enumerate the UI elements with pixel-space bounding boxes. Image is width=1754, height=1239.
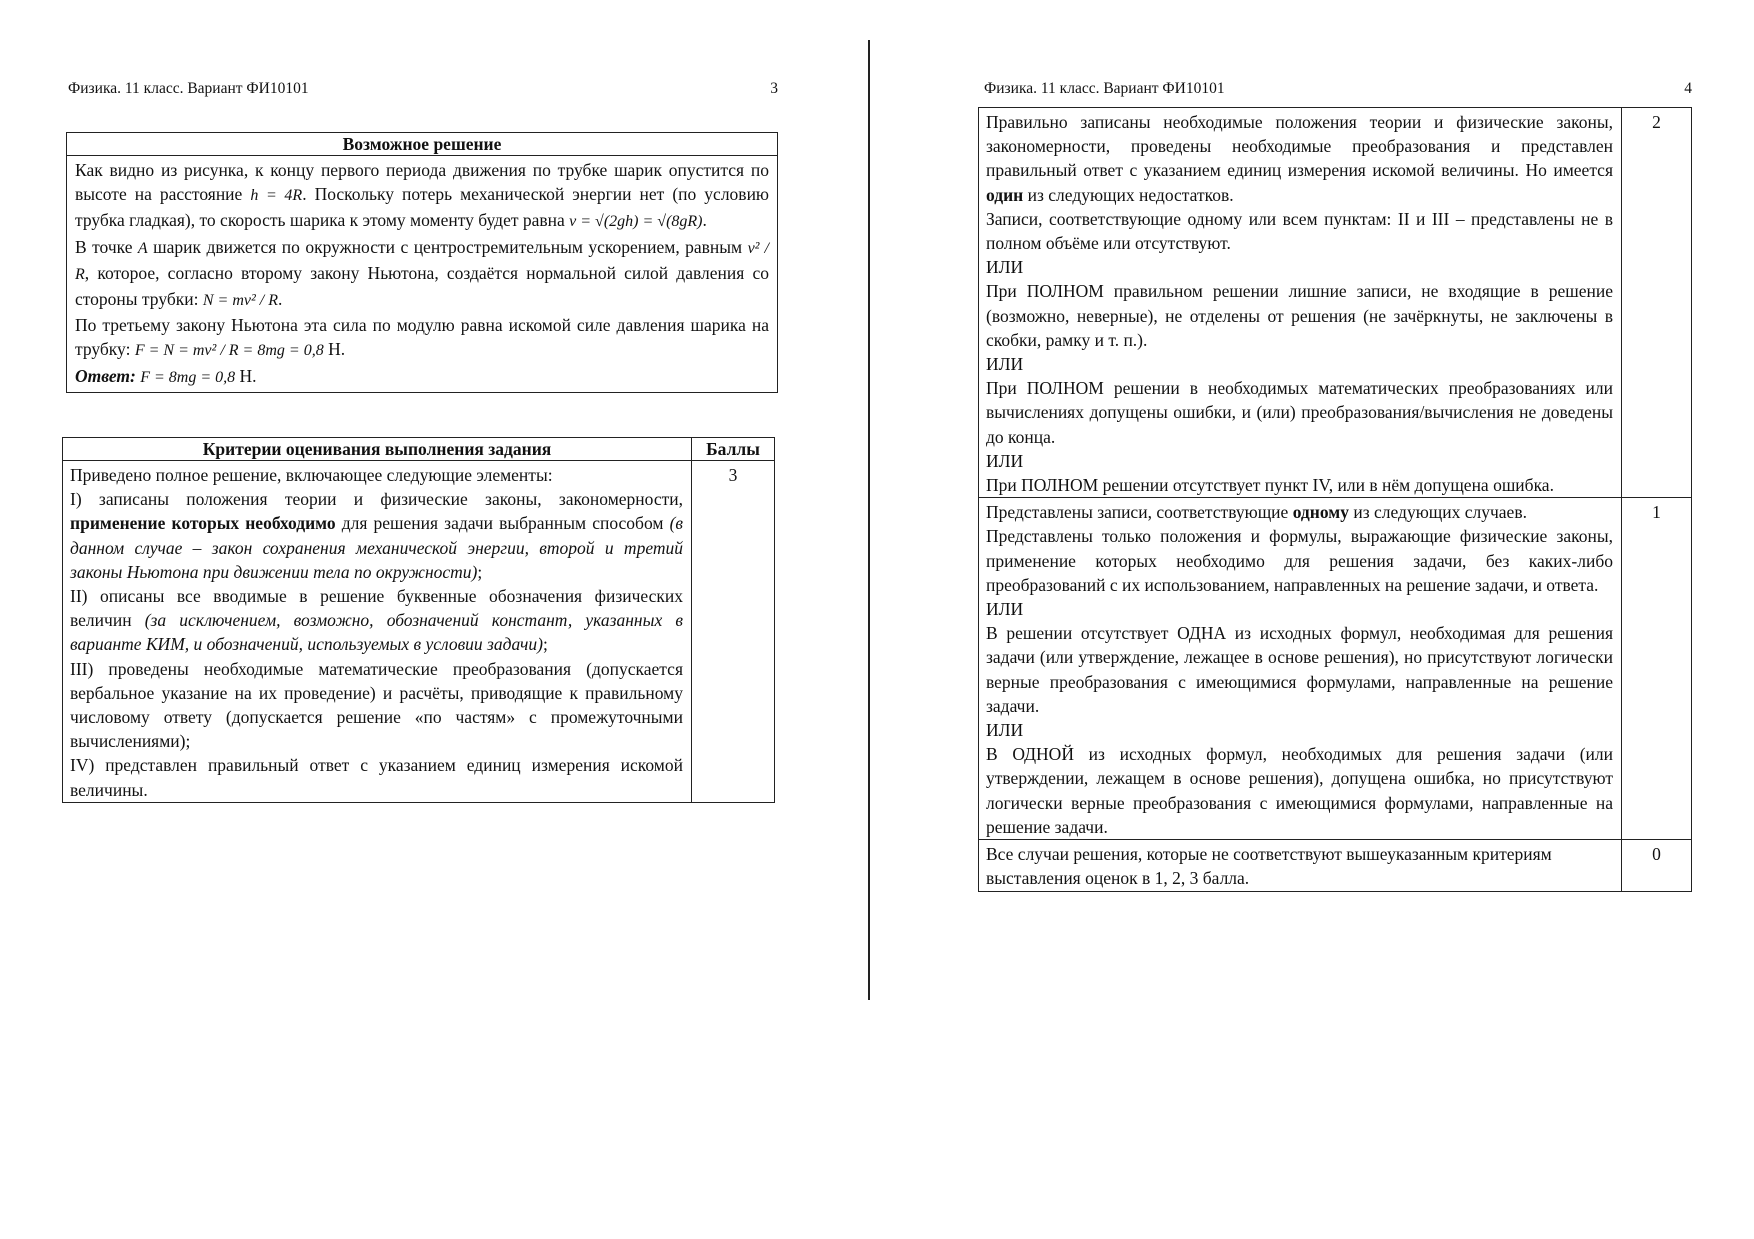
or-separator: ИЛИ — [986, 720, 1024, 741]
or-separator: ИЛИ — [986, 257, 1024, 278]
solution-heading: Возможное решение — [67, 133, 778, 156]
criteria-row-0-points — [979, 840, 1692, 891]
solution-table — [66, 132, 778, 393]
points-heading: Баллы — [692, 438, 775, 461]
criteria-text: Представлены записи, соответствующие одному из следующих случаев. Представлены только положения и формулы, выражающие физические законы, применение которых необходимо для решения задачи, без каких-либо преобразований с их использованием, направленных на решение задачи, и ответа. ИЛИ В решении отсутствует ОДНА из исходных формул, необходимая для решения задачи (или утверждение, лежащее в основе решения), но присутствуют логически верные преобразования с имеющимися формулами, направленные на решение задачи. ИЛИ В ОДНОЙ из исходных формул, необходимых для решения задачи (или утверждении, лежащем в основе решения), допущена ошибка, но присутствуют логически верные преобразования с имеющимися формулами, направленные на решение задачи. — [979, 498, 1622, 840]
header-title: Физика. 11 класс. Вариант ФИ10101 — [68, 80, 309, 97]
solution-paragraph: Как видно из рисунка, к концу первого периода движения по трубке шарик опустится по высоте на расстояние h = 4R. Поскольку потерь механической энергии нет (по условию трубка гладкая), то скорость шарика к этому моменту будет равна v = √(2gh) = √(8gR). — [75, 160, 770, 231]
or-separator: ИЛИ — [986, 450, 1024, 471]
page-header — [978, 78, 1692, 100]
answer-label: Ответ: — [75, 365, 136, 386]
criteria-text — [63, 461, 692, 803]
criteria-heading: Критерии оценивания выполнения задания — [63, 438, 692, 461]
criteria-item-iv: IV) представлен правильный ответ с указанием единиц измерения искомой величины. — [70, 755, 683, 800]
page-header — [62, 78, 778, 100]
or-separator: ИЛИ — [986, 599, 1024, 620]
points-cell: 1 — [1622, 498, 1692, 840]
page-divider — [868, 40, 870, 1000]
points-cell: 3 — [692, 461, 775, 803]
criteria-item-iii: III) проведены необходимые математические преобразования (допускается вербальное указание на их проведение) и расчёты, приводящие к правильному числовому ответу (допускается решение «по частям» с промежуточными вычислениями); — [70, 658, 683, 752]
criteria-item-ii: II) описаны все вводимые в решение буквенные обозначения физических величин (за исключением, возможно, обозначений констант, указанных в варианте КИМ, и обозначений, используемых в условии задачи); — [70, 586, 683, 655]
criteria-item-i: I) записаны положения теории и физические законы, закономерности, применение которых необходимо для решения задачи выбранным способом (в данном случае – закон сохранения механической энергии, второй и третий законы Ньютона при движении тела по окружности); — [70, 489, 683, 582]
solution-paragraph: В точке A шарик движется по окружности с центростремительным ускорением, равным v² / R, которое, согласно второму закону Ньютона, создаётся нормальной силой давления со стороны трубки: N = mv² / R. — [75, 236, 769, 310]
criteria-table-continued — [978, 107, 1692, 892]
page-number: 4 — [1684, 80, 1692, 97]
formula: h = 4R — [250, 187, 303, 205]
header-title: Физика. 11 класс. Вариант ФИ10101 — [984, 80, 1225, 97]
criteria-row-2-points — [979, 108, 1692, 498]
criteria-table — [62, 437, 775, 803]
formula: F = 8mg = 0,8 — [140, 368, 236, 386]
formula: N = mv² / R — [202, 292, 278, 310]
formula: A — [137, 239, 148, 257]
points-cell: 2 — [1622, 108, 1692, 498]
formula: v = √(2gh) = √(8gR) — [569, 213, 703, 231]
answer-line: Ответ: F = 8mg = 0,8 Н. — [75, 365, 257, 386]
criteria-intro: Приведено полное решение, включающее следующие элементы: — [70, 465, 553, 485]
criteria-row-1-point — [979, 498, 1692, 840]
criteria-text: Все случаи решения, которые не соответствуют вышеуказанным критериям выставления оценок в 1, 2, 3 балла. — [979, 840, 1622, 891]
criteria-text: Правильно записаны необходимые положения теории и физические законы, закономерности, проведены необходимые преобразования и представлен правильный ответ с указанием единиц измерения искомой величины. Но имеется один из следующих недостатков. Записи, соответствующие одному или всем пунктам: II и III – представлены не в полном объёме или отсутствуют. ИЛИ При ПОЛНОМ правильном решении лишние записи, не входящие в решение (возможно, неверные), не отделены от решения (не зачёркнуты, не заключены в скобки, рамку и т. п.). ИЛИ При ПОЛНОМ решении в необходимых математических преобразованиях или вычислениях допущены ошибки, и (или) преобразования/вычисления не доведены до конца. ИЛИ При ПОЛНОМ решении отсутствует пункт IV, или в нём допущена ошибка. — [979, 108, 1622, 498]
solution-body — [67, 156, 778, 393]
solution-paragraph: По третьему закону Ньютона эта сила по модулю равна искомой силе давления шарика на трубку: F = N = mv² / R = 8mg = 0,8 Н. — [75, 315, 769, 360]
formula: F = N = mv² / R = 8mg = 0,8 — [134, 342, 324, 360]
page-number: 3 — [770, 80, 778, 97]
points-cell: 0 — [1622, 840, 1692, 891]
formula: v² / R — [75, 239, 769, 283]
or-separator: ИЛИ — [986, 354, 1024, 375]
